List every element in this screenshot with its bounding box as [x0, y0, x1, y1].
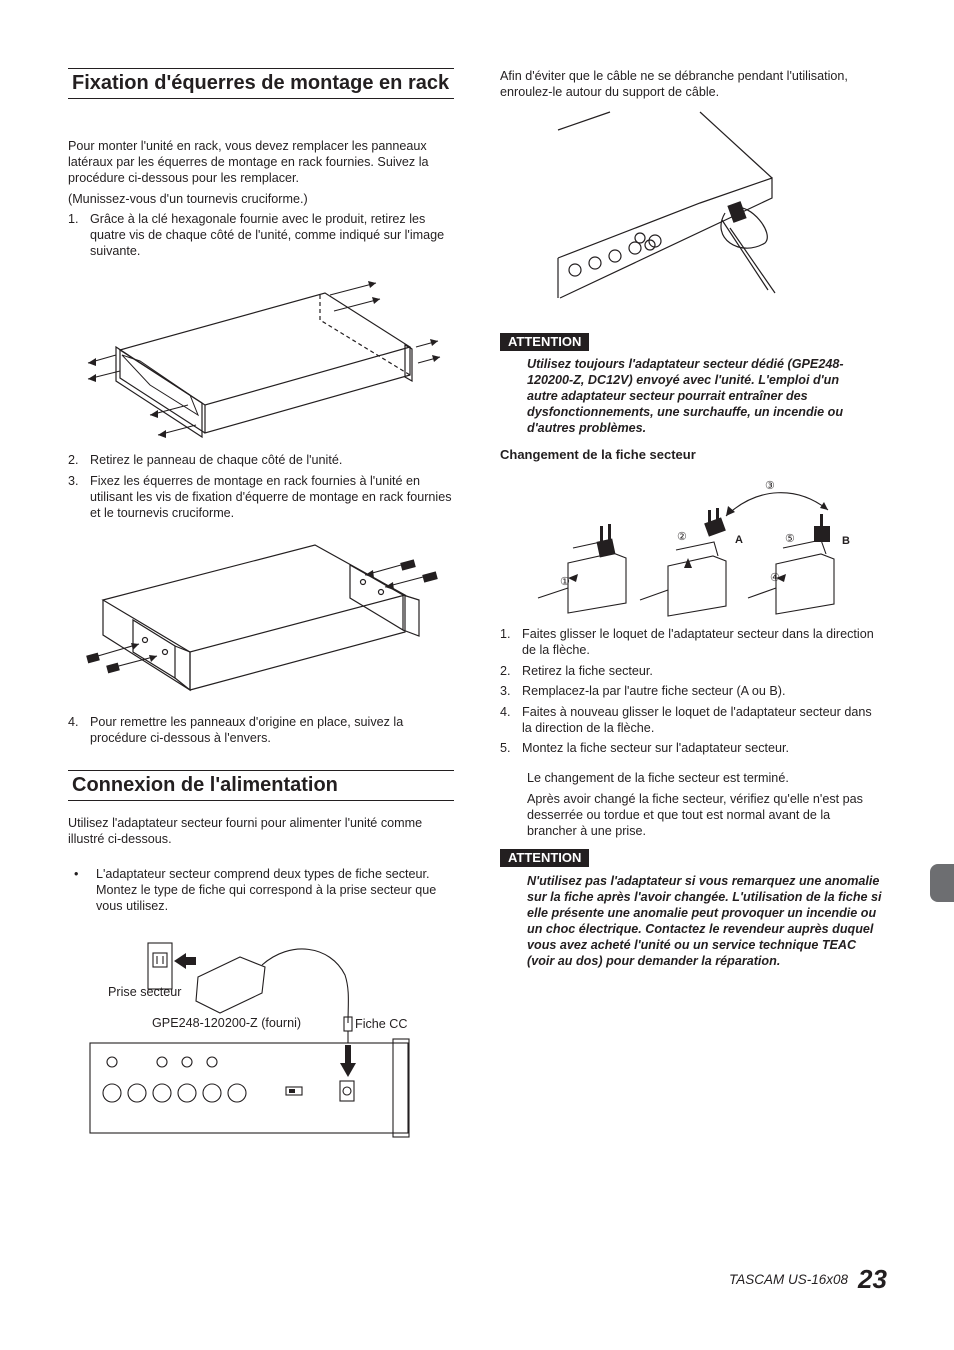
chapter-tab: [930, 864, 954, 902]
circle-3: ③: [765, 480, 775, 492]
step-number: 4.: [500, 705, 511, 719]
section-title-rack: Fixation d'équerres de montage en rack: [68, 68, 454, 99]
plug-after-text: Après avoir changé la fiche secteur, vérifiez qu'elle n'est pas desserrée ou tordue et que tout est normal avant de la brancher à une prise.: [527, 792, 863, 838]
step-text: Faites glisser le loquet de l'adaptateur secteur dans la direction de la flèche.: [522, 627, 874, 657]
bullet-mark: •: [74, 867, 79, 881]
rack-note: (Munissez-vous d'un tournevis cruciforme.): [68, 192, 308, 206]
plug-step-1: [500, 626, 886, 660]
rack-figure-remove-screws: [80, 275, 450, 445]
cable-holder-text: Afin d'éviter que le câble ne se débranche pendant l'utilisation, enroulez-le autour du support de câble.: [500, 69, 848, 99]
step-text: Montez la fiche secteur sur l'adaptateur secteur.: [522, 741, 790, 755]
step-number: 2.: [500, 664, 511, 678]
plug-label-b: B: [842, 535, 850, 547]
circle-4: ④: [770, 572, 780, 584]
plug-label-a: A: [735, 534, 743, 546]
label-dc-plug: Fiche CC: [355, 1017, 408, 1031]
step-text: Remplacez-la par l'autre fiche secteur (A ou B).: [522, 684, 786, 698]
step-text: Retirez la fiche secteur.: [522, 664, 653, 678]
plug-step-4: [500, 704, 886, 738]
circle-1: ①: [560, 576, 570, 588]
rack-step-1: [68, 211, 454, 261]
step-text: Retirez le panneau de chaque côté de l'unité.: [90, 453, 343, 467]
step-text: Faites à nouveau glisser le loquet de l'adaptateur secteur dans la direction de la flèche.: [522, 705, 872, 735]
attention-text-1: Utilisez toujours l'adaptateur secteur dédié (GPE248-120200-Z, DC12V) envoyé avec l'unité. L'emploi d'un autre adaptateur secteur pourrait entraîner des dysfonctionnements, une surchauffe, un incendie ou d'autres problèmes.: [527, 357, 844, 435]
step-text: Grâce à la clé hexagonale fournie avec le produit, retirez les quatre vis de chaque côté de l'unité, comme indiqué sur l'image suivante.: [90, 212, 445, 258]
bullet-text: L'adaptateur secteur comprend deux types de fiche secteur. Montez le type de fiche qui correspond à la prise secteur que vous utilisez.: [96, 867, 437, 913]
attention-text-2: N'utilisez pas l'adaptateur si vous remarquez une anomalie sur la fiche après l'avoir changée. L'utilisation de la fiche si elle présente une anomalie peut provoquer un incendie ou un choc électrique. Contactez le revendeur auprès duquel vous avez acheté l'unité ou un service technique TEAC (voir au dos) pour demander la réparation.: [527, 874, 882, 968]
step-number: 4.: [68, 715, 79, 729]
rack-step-4: [68, 714, 454, 748]
circle-5: ⑤: [785, 533, 795, 545]
step-number: 2.: [68, 453, 79, 467]
label-outlet: Prise secteur: [108, 985, 182, 999]
plug-change-heading: Changement de la fiche secteur: [500, 447, 696, 462]
step-number: 3.: [68, 474, 79, 488]
attention-label-2: ATTENTION: [500, 849, 589, 867]
section-title-power: Connexion de l'alimentation: [68, 770, 454, 801]
circle-2: ②: [677, 531, 687, 543]
rack-figure-attach-ears: [85, 540, 445, 700]
power-connection-figure: [90, 935, 420, 1140]
attention-label-1: ATTENTION: [500, 333, 589, 351]
cable-holder-figure: [550, 108, 780, 308]
step-number: 5.: [500, 741, 511, 755]
step-text: Pour remettre les panneaux d'origine en place, suivez la procédure ci-dessous à l'envers.: [90, 715, 404, 745]
step-text: Fixez les équerres de montage en rack fournies à l'unité en utilisant les vis de fixation d'équerre de montage en rack fournies et le tournevis cruciforme.: [90, 474, 452, 520]
step-number: 3.: [500, 684, 511, 698]
plug-done-text: Le changement de la fiche secteur est terminé.: [527, 771, 789, 785]
plug-change-figure: [528, 478, 858, 618]
rack-step-3: [68, 473, 454, 523]
step-number: 1.: [68, 212, 79, 226]
label-adapter: GPE248-120200-Z (fourni): [152, 1016, 302, 1030]
rack-intro: Pour monter l'unité en rack, vous devez remplacer les panneaux latéraux par les équerres de montage en rack fournies. Suivez la procédure ci-dessous pour les remplacer.: [68, 139, 429, 185]
footer-brand: TASCAM US-16x08: [729, 1272, 849, 1287]
power-bullet: [74, 866, 454, 916]
step-number: 1.: [500, 627, 511, 641]
power-intro: Utilisez l'adaptateur secteur fourni pour alimenter l'unité comme illustré ci-dessous.: [68, 816, 423, 846]
page-number: 23: [858, 1264, 887, 1294]
